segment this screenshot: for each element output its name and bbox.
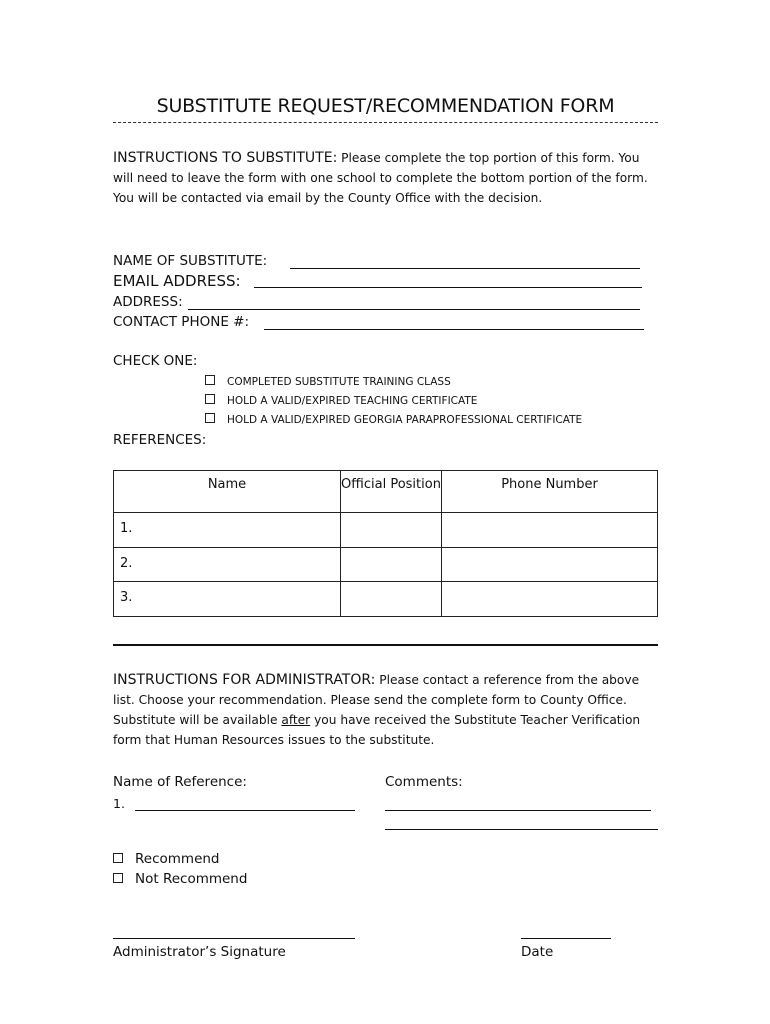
column-header-official-position: Official Position — [341, 471, 442, 513]
title-rule — [113, 122, 658, 123]
emphasis-after: after — [281, 713, 311, 727]
contact-phone-line[interactable] — [264, 329, 644, 330]
table-row — [114, 513, 658, 548]
comments-label: Comments: — [385, 774, 463, 790]
name-of-substitute-line[interactable] — [290, 268, 640, 269]
form-title: SUBSTITUTE REQUEST/RECOMMENDATION FORM — [156, 95, 615, 117]
reference-phone-cell[interactable] — [442, 548, 658, 582]
contact-phone-field[interactable] — [113, 314, 249, 330]
reference-entry-number: 1. — [113, 796, 125, 811]
not-recommend-option[interactable]: Not Recommend — [113, 871, 247, 887]
administrator-instructions-lead: INSTRUCTIONS FOR ADMINISTRATOR: — [113, 672, 376, 688]
name-of-substitute-field[interactable] — [113, 253, 267, 269]
reference-name-cell[interactable]: 3. — [114, 582, 341, 617]
substitute-instructions — [113, 148, 661, 208]
column-header-phone-number: Phone Number — [442, 471, 658, 513]
substitute-instructions-text: Please complete the top portion of this form. You will need to leave the form with one school to complete the bottom portion of the form. You will be contacted via email by the County Office with the decision. — [113, 151, 648, 205]
reference-position-cell[interactable] — [341, 548, 442, 582]
table-row — [114, 582, 658, 617]
name-of-reference-label: Name of Reference: — [113, 774, 247, 790]
checkbox-icon[interactable] — [205, 413, 215, 423]
reference-phone-cell[interactable] — [442, 582, 658, 617]
administrator-instructions: INSTRUCTIONS FOR ADMINISTRATOR: Please contact a reference from the above list. Choose your recommendation. Please send the complete form to County Office. Substitute will be available after you have received the Substitute Teacher Verification form that Human Resources issues to the substitute. — [113, 672, 641, 747]
name-of-substitute-label: NAME OF SUBSTITUTE: — [113, 253, 268, 269]
check-option-training[interactable]: COMPLETED SUBSTITUTE TRAINING CLASS — [205, 375, 451, 388]
column-header-name: Name — [114, 471, 341, 513]
checkbox-icon[interactable] — [205, 394, 215, 404]
contact-phone-label: CONTACT PHONE #: — [113, 314, 250, 330]
reference-name-cell[interactable]: 1. — [114, 513, 341, 548]
checkbox-icon[interactable] — [113, 853, 123, 863]
reference-position-cell[interactable] — [341, 582, 442, 617]
email-address-label: EMAIL ADDRESS: — [113, 272, 241, 290]
date-label: Date — [521, 944, 554, 960]
address-label: ADDRESS: — [113, 294, 183, 310]
reference-phone-cell[interactable] — [442, 513, 658, 548]
table-row — [114, 548, 658, 582]
checkbox-icon[interactable] — [113, 873, 123, 883]
email-address-field[interactable] — [113, 272, 241, 290]
email-address-line[interactable] — [254, 287, 642, 288]
administrator-signature-label: Administrator’s Signature — [113, 944, 286, 960]
references-label: REFERENCES: — [113, 432, 207, 448]
references-table — [113, 470, 658, 617]
check-option-paraprofessional-certificate[interactable]: HOLD A VALID/EXPIRED GEORGIA PARAPROFESSIONAL CERTIFICATE — [205, 413, 582, 426]
comments-line-2[interactable] — [385, 829, 658, 830]
reference-position-cell[interactable] — [341, 513, 442, 548]
reference-name-line[interactable] — [135, 810, 355, 811]
recommend-option[interactable]: Recommend — [113, 851, 220, 867]
section-divider — [113, 644, 658, 646]
address-line[interactable] — [188, 309, 640, 310]
substitute-instructions-lead: INSTRUCTIONS TO SUBSTITUTE: — [113, 150, 338, 166]
comments-line-1[interactable] — [385, 810, 651, 811]
signature-line[interactable] — [113, 938, 355, 939]
address-field[interactable] — [113, 294, 183, 310]
check-one-label: CHECK ONE: — [113, 353, 198, 369]
reference-name-cell[interactable]: 2. — [114, 548, 341, 582]
checkbox-icon[interactable] — [205, 375, 215, 385]
check-option-teaching-certificate[interactable]: HOLD A VALID/EXPIRED TEACHING CERTIFICATE — [205, 394, 477, 407]
date-line[interactable] — [521, 938, 611, 939]
